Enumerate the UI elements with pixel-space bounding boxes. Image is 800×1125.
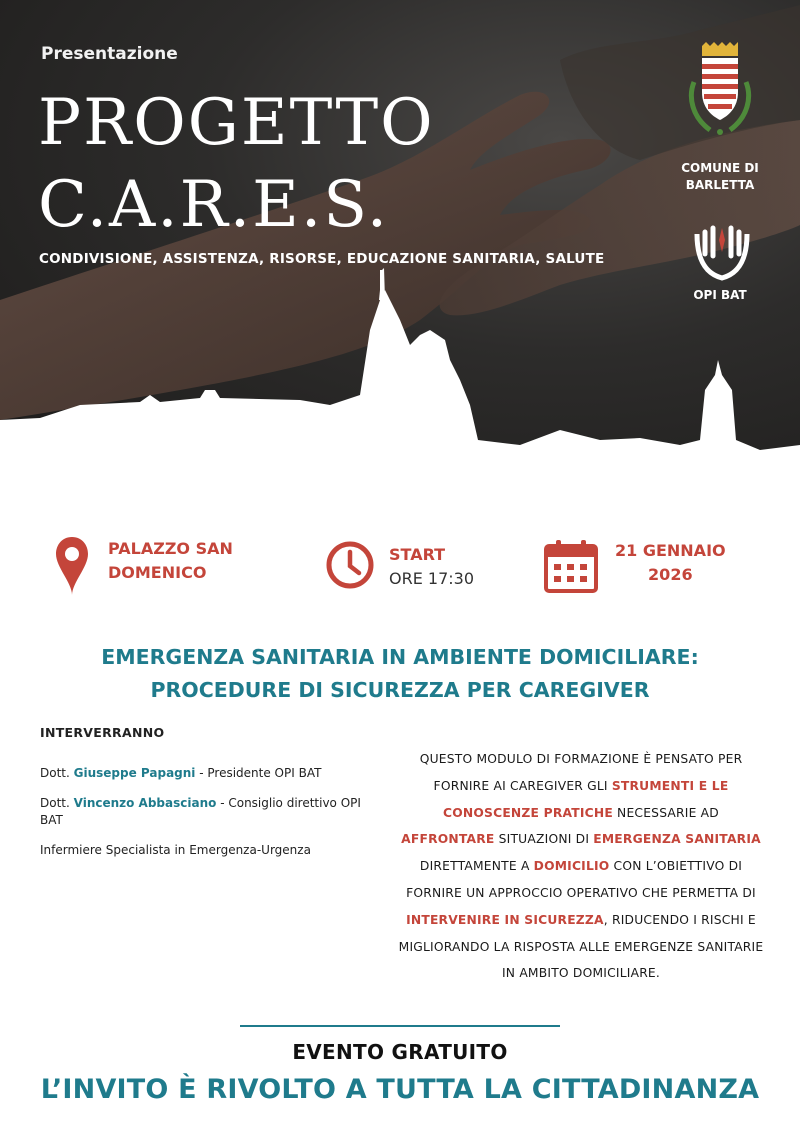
event-title-line-1: EMERGENZA SANITARIA IN AMBIENTE DOMICILIARE:: [101, 645, 699, 669]
description-text: CON L’OBIETTIVO DI FORNIRE UN APPROCCIO OPERATIVO CHE PERMETTA DI: [406, 859, 756, 900]
calendar-icon: [543, 538, 599, 594]
presentation-kicker: Presentazione: [41, 44, 178, 64]
description-text: SITUAZIONI DI: [494, 832, 594, 847]
free-event-label: EVENTO GRATUITO: [292, 1040, 508, 1064]
clock-icon: [325, 540, 375, 590]
time-block: [325, 535, 474, 591]
opi-bat-logo: [687, 222, 757, 282]
location-block: [54, 535, 233, 597]
footer-divider: [240, 1025, 560, 1027]
speakers-heading: INTERVERRANNO: [40, 725, 165, 740]
description-text: DIRETTAMENTE A: [419, 859, 534, 874]
description-highlight: DOMICILIO: [533, 859, 610, 874]
project-subtitle: CONDIVISIONE, ASSISTENZA, RISORSE, EDUCAZIONE SANITARIA, SALUTE: [39, 251, 605, 267]
speakers-section: [40, 725, 370, 872]
comune-line-1: COMUNE DI: [681, 161, 759, 175]
barletta-crest-logo: [680, 42, 760, 152]
comune-line-2: BARLETTA: [685, 178, 755, 192]
opi-bat-label: OPI BAT: [693, 288, 747, 302]
description-highlight: EMERGENZA SANITARIA: [593, 832, 761, 847]
description-highlight: STRUMENTI E LE CONOSCENZE PRATICHE: [443, 778, 729, 820]
time-text: [389, 543, 474, 591]
speaker-note: Infermiere Specialista in Emergenza-Urgenza: [40, 843, 311, 857]
speaker-item: [40, 795, 370, 829]
description-text: , RIDUCENDO I RISCHI E MIGLIORANDO LA RISPOSTA ALLE EMERGENZE SANITARIE IN AMBITO DOMICILIARE.: [398, 912, 764, 981]
event-title: [0, 641, 800, 707]
date-line-1: 21 GENNAIO: [615, 541, 726, 560]
description-highlight: AFFRONTARE: [401, 832, 495, 847]
date-block: [543, 535, 726, 594]
description-text: NECESSARIE AD: [612, 805, 719, 820]
location-line-2: DOMENICO: [108, 563, 207, 582]
hero-banner: [0, 0, 800, 470]
description-text: QUESTO MODULO DI FORMAZIONE È PENSATO PER FORNIRE AI CAREGIVER GLI: [419, 752, 743, 793]
speaker-item: [40, 765, 370, 782]
title-line-2: C.A.R.E.S.: [38, 168, 390, 242]
speaker-prefix: Dott.: [40, 796, 74, 810]
project-title: [38, 82, 435, 246]
speaker-role: - Consiglio direttivo OPI BAT: [40, 796, 361, 827]
date-line-2: 2026: [648, 565, 693, 584]
comune-label: [672, 160, 768, 194]
speaker-name: Giuseppe Papagni: [73, 766, 196, 780]
speaker-prefix: Dott.: [40, 766, 74, 780]
title-line-1: PROGETTO: [38, 86, 435, 160]
description-highlight: INTERVENIRE IN SICUREZZA: [406, 912, 604, 927]
date-text: [615, 539, 726, 587]
location-text: [108, 537, 233, 585]
speaker-name: Vincenzo Abbasciano: [73, 796, 217, 810]
start-label: START: [389, 545, 446, 564]
event-title-line-2: PROCEDURE DI SICUREZZA PER CAREGIVER: [150, 678, 650, 702]
invitation-text: L’INVITO È RIVOLTO A TUTTA LA CITTADINANZA: [40, 1074, 760, 1105]
map-pin-icon: [54, 535, 90, 597]
speaker-role: - Presidente OPI BAT: [195, 766, 322, 780]
location-line-1: PALAZZO SAN: [108, 539, 233, 558]
start-time: ORE 17:30: [389, 569, 475, 588]
description-paragraph: [396, 746, 766, 987]
